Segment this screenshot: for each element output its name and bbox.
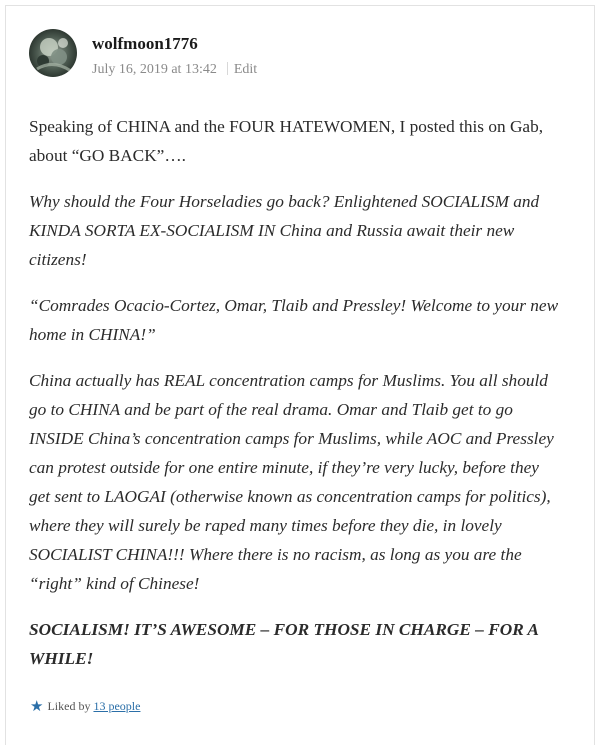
likes-row xyxy=(30,697,140,716)
comment-date[interactable]: July 16, 2019 at 13:42 xyxy=(92,62,217,77)
comment-paragraph: China actually has REAL concentration camps for Muslims. You all should go to CHINA and be part of the real drama. Omar and Tlaib get to go INSIDE China’s concentration camps for Muslims, while AOC and Pressley can protest outside for one entire minute, if they’re very lucky, before they get sent to LAOGAI (otherwise known as concentration camps for politics), where they will surely be raped many times before they die, in lovely SOCIALIST CHINA!!! Where there is no racism, as long as you are the “right” kind of Chinese! xyxy=(29,371,554,593)
comment-paragraph: SOCIALISM! IT’S AWESOME – FOR THOSE IN CHARGE – FOR A WHILE! xyxy=(29,620,539,668)
comment-paragraph: Why should the Four Horseladies go back? Enlightened SOCIALISM and KINDA SORTA EX-SOCIALISM IN China and Russia await their new citizens! xyxy=(29,192,540,269)
meta-divider xyxy=(227,62,228,75)
likes-link[interactable]: 13 people xyxy=(93,699,141,713)
comment-meta xyxy=(92,62,257,78)
comment-paragraph: Speaking of CHINA and the FOUR HATEWOMEN, I posted this on Gab, about “GO BACK”…. xyxy=(29,117,544,165)
comment-body xyxy=(29,112,561,690)
likes-prefix: Liked by xyxy=(47,699,91,713)
comment-author[interactable]: wolfmoon1776 xyxy=(92,34,198,53)
avatar-image xyxy=(29,29,77,77)
author-avatar[interactable] xyxy=(29,29,77,77)
comment-paragraph: “Comrades Ocacio-Cortez, Omar, Tlaib and Pressley! Welcome to your new home in CHINA!” xyxy=(29,296,559,344)
star-icon: ★ xyxy=(30,699,44,715)
edit-link[interactable]: Edit xyxy=(233,62,258,77)
